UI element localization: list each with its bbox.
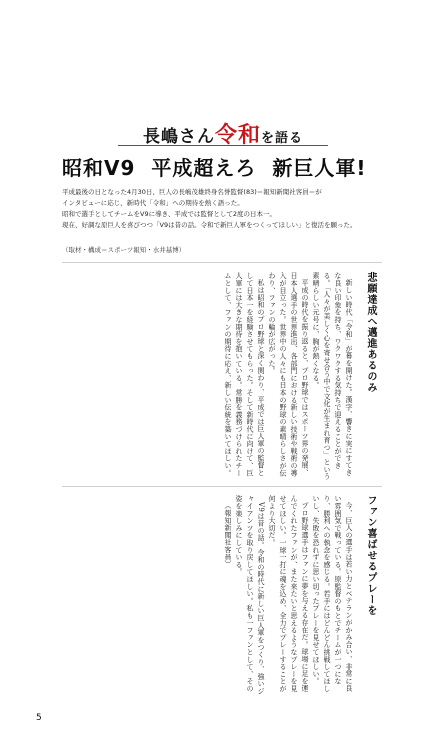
lead-paragraph (62, 187, 382, 231)
section-divider (62, 486, 382, 487)
section-divider (62, 262, 382, 263)
section-1-body (62, 272, 354, 482)
lead-line: 平成最後の日となった4月30日、巨人の長嶋茂雄終身名誉監督(83)＝報知新聞社客員＝が (62, 188, 322, 196)
section-1-heading: 悲願達成へ邁進あるのみ (365, 272, 376, 393)
body-paragraph: 今、巨人の選手は若い力とベテランがかみ合い、非常に良い雰囲気で戦っている。原監督のもとでチームが一つになり、勝利への執念を感じる。若手にはどんどん挑戦してほしいし、失敗を恐れずに思い切ったプレーを見せてほしい。 (312, 495, 353, 693)
lead-line: インタビューに応じ、新時代「令和」への期待を熱く語った。 (62, 199, 244, 207)
kicker-rule (118, 145, 328, 146)
section-2-heading: ファン喜ばせるプレーを (365, 495, 376, 616)
body-paragraph: 私は昭和のプロ野球と深く関わり、平成では巨人軍の監督として日本一を経験させてもらった。そして新時代に向けて、巨人軍には大きな期待を抱いている。常勝を義務づけられたチームとして、ファンの期待に応え、新しい伝統を築いてほしい。 (224, 272, 265, 477)
headline-part-3: 新巨人軍! (272, 156, 367, 180)
headline-part-2: 平成超えろ (151, 156, 257, 180)
body-credit: （報知新聞社客員） (224, 502, 232, 568)
lead-line: 現在、好調な原巨人を喜びつつ「V9は昔の話。令和で新巨人軍をつくってほしい」と復活を願った。 (62, 221, 357, 229)
kicker-suffix: を語る (261, 131, 304, 146)
body-paragraph: 新しい時代「令和」が幕を開けた。漢字、響きに実にすてきな良い印象を持ち、ワクワクする気持ちで迎えることができる。「人々が美しく心を寄せ合う中で文化が生まれ育つ」という素晴らしい元号に、胸が熱くなる。 (312, 272, 353, 481)
kicker-prefix: 長嶋さん (142, 127, 215, 147)
section-2-body (62, 495, 354, 695)
body-paragraph: プロ野球選手はファンに夢を与える存在だ。球場に足を運んでくれたファンが、また来たいと思えるようなプレーを見せてほしい。一球一打に魂を込め、全力でプレーすることが何より大切だ。 (268, 495, 309, 693)
body-paragraph: V9は昔の話。令和の時代に新しい巨人軍をつくり、強いジャイアンツを取り戻してほしい。私も一ファンとして、その姿を楽しみにしている。 (235, 495, 265, 695)
body-paragraph: 平成の時代を振り返ると、プロ野球ではスポーツ界の発展、日本人選手の世界進出、各部門における新しい技術や戦術の導入が目立った。世界中の人々にも日本の野球の素晴らしさが伝わり、ファンの輪が広がった。 (268, 272, 309, 477)
headline (62, 152, 382, 181)
page-number: 5 (36, 713, 42, 723)
kicker-highlight: 令和 (214, 123, 261, 148)
lead-credit: （取材・構成＝スポーツ報知・水井基博） (62, 246, 186, 254)
headline-part-1: 昭和V9 (62, 156, 136, 180)
lead-line: 昭和で選手としてチームをV9に導き、平成では監督として2度の日本一。 (62, 210, 276, 218)
